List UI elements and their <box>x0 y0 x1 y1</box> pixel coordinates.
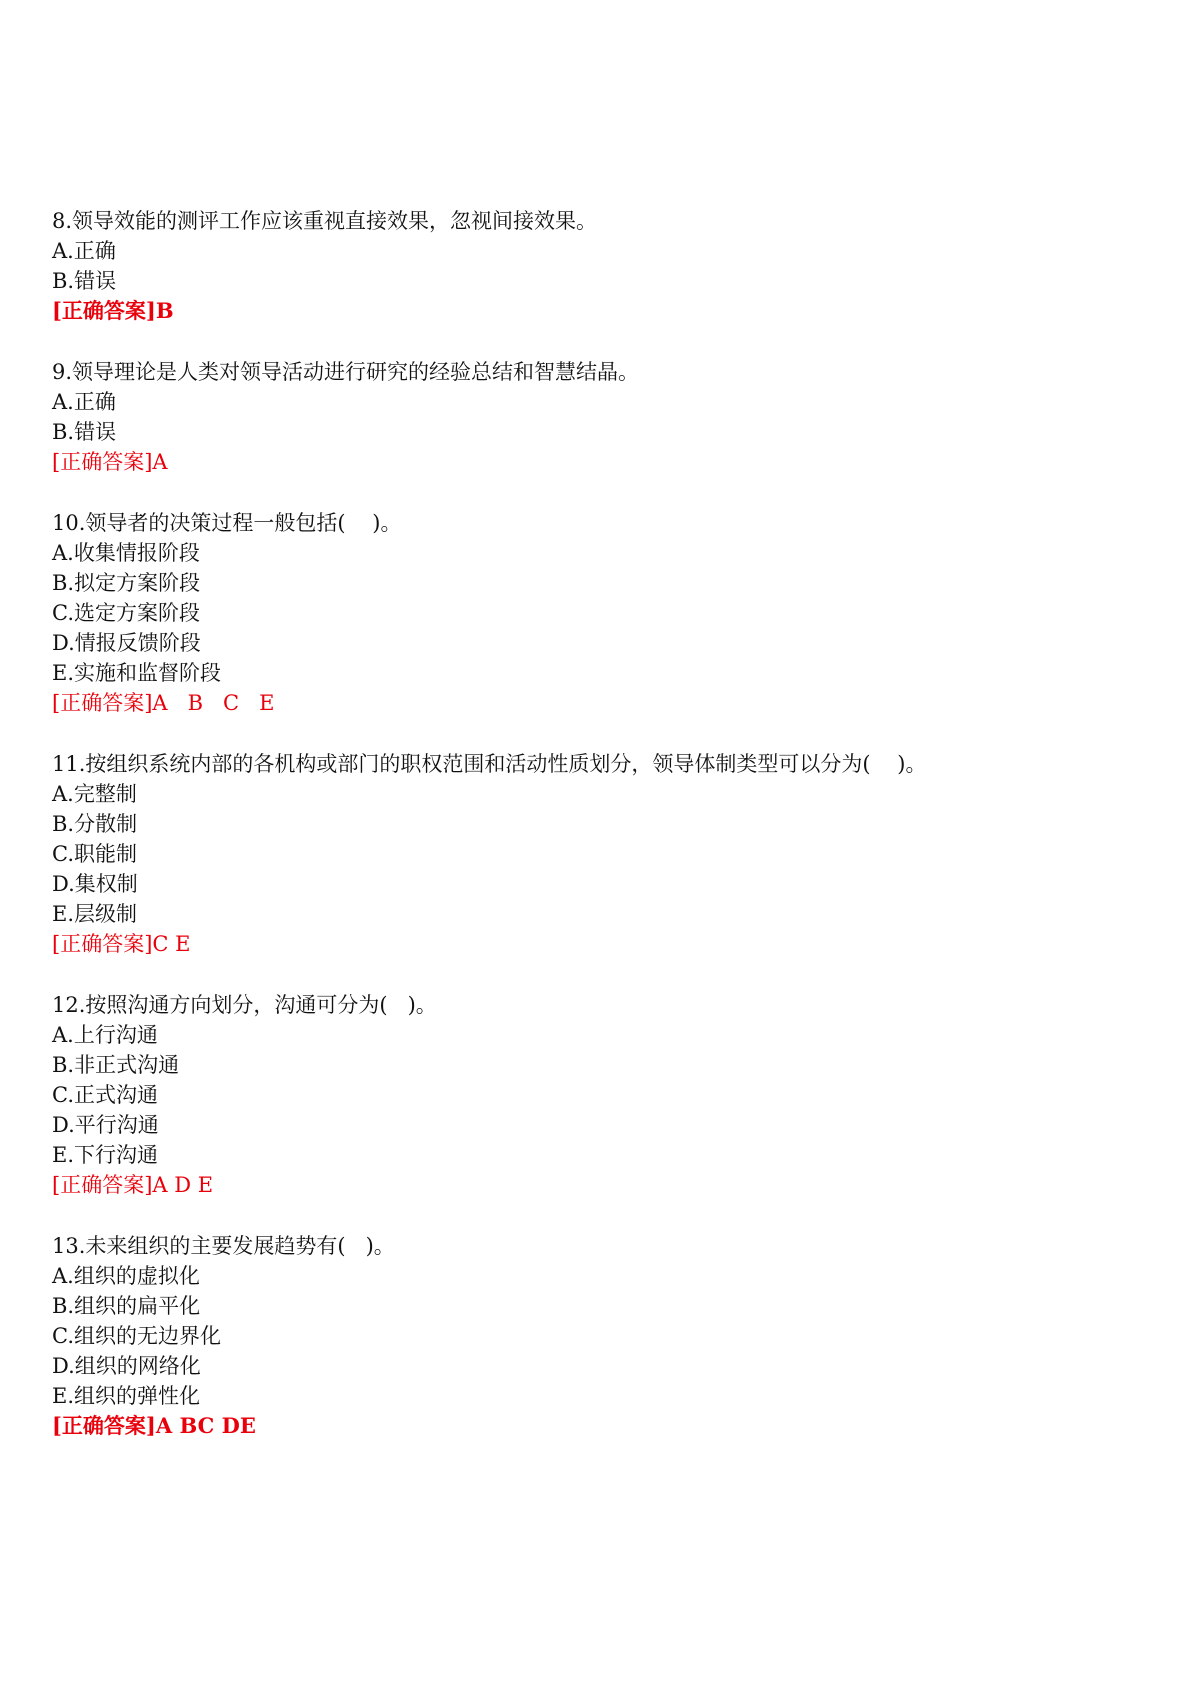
answer-value: C E <box>152 932 191 956</box>
answer-prefix: [正确答案] <box>52 691 153 715</box>
question-option: B.非正式沟通 <box>52 1053 180 1077</box>
question-block-11 <box>52 749 1142 959</box>
question-option: E.实施和监督阶段 <box>52 661 222 685</box>
question-options <box>52 779 1142 929</box>
question-title: 10.领导者的决策过程一般包括( )。 <box>52 511 402 535</box>
correct-answer <box>52 1170 1142 1200</box>
question-block-10 <box>52 508 1142 718</box>
question-options <box>52 236 1142 296</box>
question-block-8 <box>52 206 1142 326</box>
question-option: A.组织的虚拟化 <box>52 1264 200 1288</box>
question-option: D.平行沟通 <box>52 1113 159 1137</box>
question-options <box>52 387 1142 447</box>
answer-value: A <box>152 450 168 474</box>
correct-answer <box>52 929 1142 959</box>
question-option: A.收集情报阶段 <box>52 541 200 565</box>
answer-value: A BC DE <box>155 1413 256 1438</box>
question-block-12 <box>52 990 1142 1200</box>
question-title: 8.领导效能的测评工作应该重视直接效果，忽视间接效果。 <box>52 209 598 233</box>
question-title: 9.领导理论是人类对领导活动进行研究的经验总结和智慧结晶。 <box>52 360 640 384</box>
answer-value: A B C E <box>152 691 275 715</box>
question-option: B.分散制 <box>52 812 138 836</box>
answer-prefix: [正确答案] <box>52 932 153 956</box>
question-option: D.情报反馈阶段 <box>52 631 201 655</box>
answer-prefix: [正确答案] <box>52 1413 156 1438</box>
question-option: A.完整制 <box>52 782 137 806</box>
question-block-13 <box>52 1231 1142 1441</box>
answer-prefix: [正确答案] <box>52 1173 153 1197</box>
question-title: 11.按组织系统内部的各机构或部门的职权范围和活动性质划分，领导体制类型可以分为( )。 <box>52 752 927 776</box>
question-option: B.错误 <box>52 420 117 444</box>
correct-answer <box>52 1411 1142 1441</box>
question-option: B.组织的扁平化 <box>52 1294 201 1318</box>
question-option: A.正确 <box>52 239 116 263</box>
document-page <box>52 206 1142 1472</box>
correct-answer <box>52 296 1142 326</box>
question-option: E.层级制 <box>52 902 138 926</box>
answer-value: A D E <box>152 1173 214 1197</box>
question-title: 13.未来组织的主要发展趋势有( )。 <box>52 1234 395 1258</box>
question-title: 12.按照沟通方向划分，沟通可分为( )。 <box>52 993 437 1017</box>
question-options <box>52 1020 1142 1170</box>
question-option: C.正式沟通 <box>52 1083 158 1107</box>
question-options <box>52 538 1142 688</box>
answer-prefix: [正确答案] <box>52 450 153 474</box>
question-option: E.组织的弹性化 <box>52 1384 201 1408</box>
question-option: D.集权制 <box>52 872 138 896</box>
correct-answer <box>52 447 1142 477</box>
question-option: A.上行沟通 <box>52 1023 158 1047</box>
question-option: E.下行沟通 <box>52 1143 159 1167</box>
correct-answer <box>52 688 1142 718</box>
question-option: B.拟定方案阶段 <box>52 571 201 595</box>
answer-prefix: [正确答案] <box>52 298 156 323</box>
question-option: C.职能制 <box>52 842 137 866</box>
answer-value: B <box>155 298 174 323</box>
question-option: A.正确 <box>52 390 116 414</box>
question-options <box>52 1261 1142 1411</box>
question-option: C.选定方案阶段 <box>52 601 200 625</box>
question-option: B.错误 <box>52 269 117 293</box>
question-block-9 <box>52 357 1142 477</box>
question-option: D.组织的网络化 <box>52 1354 201 1378</box>
question-option: C.组织的无边界化 <box>52 1324 221 1348</box>
